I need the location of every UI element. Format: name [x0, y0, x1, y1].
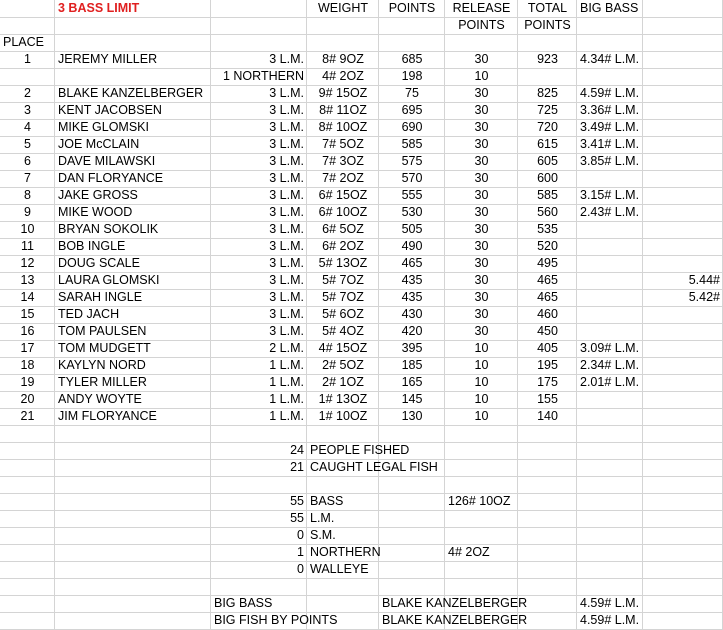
cell-release[interactable]: 10: [474, 375, 489, 389]
cell-place[interactable]: [3, 68, 52, 85]
cell-count[interactable]: 3 L.M.: [269, 324, 304, 338]
cell-count[interactable]: 3 L.M.: [269, 103, 304, 117]
header-weight[interactable]: WEIGHT: [318, 1, 368, 15]
cell-weight[interactable]: 7# 2OZ: [322, 171, 364, 185]
summary-label[interactable]: PEOPLE FISHED: [310, 443, 410, 457]
cell-release[interactable]: 10: [474, 409, 489, 423]
cell-weight[interactable]: 5# 13OZ: [318, 256, 368, 270]
grid-column-line: [54, 0, 55, 630]
cell-total[interactable]: 923: [537, 52, 558, 66]
cell-place[interactable]: 12: [20, 256, 35, 270]
cell-weight[interactable]: 8# 11OZ: [319, 103, 367, 117]
summary-value[interactable]: [448, 510, 574, 527]
cell-big-bass[interactable]: 3.15# L.M.: [580, 188, 640, 202]
award-name[interactable]: BLAKE KANZELBERGER: [382, 596, 528, 610]
cell-extra[interactable]: [646, 187, 720, 204]
cell-weight[interactable]: 7# 3OZ: [322, 154, 364, 168]
cell-place[interactable]: 4: [24, 120, 31, 134]
cell-points[interactable]: 695: [401, 103, 423, 117]
cell-total[interactable]: 600: [537, 171, 558, 185]
cell-total[interactable]: 495: [537, 256, 558, 270]
cell-extra[interactable]: [646, 119, 720, 136]
cell-extra[interactable]: [646, 170, 720, 187]
summary-value[interactable]: 126# 10OZ: [448, 494, 511, 508]
cell-name[interactable]: BOB INGLE: [58, 239, 126, 253]
cell-total[interactable]: 535: [537, 222, 558, 236]
cell-count[interactable]: 3 L.M.: [269, 52, 304, 66]
cell-weight[interactable]: 6# 10OZ: [318, 205, 368, 219]
cell-release[interactable]: 30: [474, 103, 489, 117]
cell-extra[interactable]: [646, 68, 720, 85]
grid-row-line: [0, 34, 723, 35]
cell-count[interactable]: 1 NORTHERN: [222, 69, 304, 83]
cell-name[interactable]: LAURA GLOMSKI: [58, 273, 160, 287]
cell-weight[interactable]: 5# 4OZ: [322, 324, 364, 338]
cell-points[interactable]: 130: [401, 409, 423, 423]
cell-big-bass[interactable]: [580, 170, 640, 187]
grid-column-line: [306, 0, 307, 630]
cell-big-bass[interactable]: [580, 306, 640, 323]
summary-count[interactable]: 21: [290, 460, 304, 474]
summary-label[interactable]: L.M.: [310, 511, 335, 525]
grid-row-line: [0, 17, 723, 18]
cell-big-bass[interactable]: [580, 272, 640, 289]
cell-count[interactable]: 3 L.M.: [269, 86, 304, 100]
cell-place[interactable]: 8: [24, 188, 31, 202]
cell-name[interactable]: TOM MUDGETT: [58, 341, 151, 355]
cell-place[interactable]: 9: [24, 205, 31, 219]
award-name[interactable]: BLAKE KANZELBERGER: [382, 613, 528, 627]
cell-place[interactable]: 19: [20, 375, 35, 389]
cell-total[interactable]: 825: [537, 86, 558, 100]
summary-count[interactable]: [214, 476, 304, 493]
cell-weight[interactable]: 1# 10OZ: [318, 409, 368, 423]
cell-release[interactable]: 30: [474, 154, 489, 168]
cell-name[interactable]: MIKE WOOD: [58, 205, 133, 219]
cell-total[interactable]: 615: [537, 137, 558, 151]
cell-extra[interactable]: [646, 408, 720, 425]
cell-total[interactable]: 725: [537, 103, 558, 117]
cell-count[interactable]: 3 L.M.: [269, 256, 304, 270]
cell-weight[interactable]: 5# 7OZ: [322, 290, 364, 304]
summary-value[interactable]: [448, 476, 574, 493]
cell-points[interactable]: 145: [401, 392, 423, 406]
header-total-points[interactable]: POINTS: [524, 18, 571, 32]
cell-name[interactable]: DAVE MILAWSKI: [58, 154, 156, 168]
cell-release[interactable]: 10: [474, 341, 489, 355]
cell-count[interactable]: 3 L.M.: [269, 307, 304, 321]
cell-place[interactable]: 21: [20, 409, 35, 423]
cell-points[interactable]: 395: [401, 341, 423, 355]
cell-name[interactable]: BRYAN SOKOLIK: [58, 222, 159, 236]
cell-name[interactable]: TED JACH: [58, 307, 120, 321]
cell-name[interactable]: SARAH INGLE: [58, 290, 143, 304]
cell-name[interactable]: JOE McCLAIN: [58, 137, 140, 151]
cell-count[interactable]: 3 L.M.: [269, 273, 304, 287]
cell-total[interactable]: 465: [537, 290, 558, 304]
cell-weight[interactable]: 5# 7OZ: [322, 273, 364, 287]
cell-release[interactable]: 30: [474, 256, 489, 270]
cell-points[interactable]: 575: [401, 154, 423, 168]
summary-count[interactable]: 1: [297, 545, 304, 559]
summary-count[interactable]: 0: [297, 528, 304, 542]
cell-place[interactable]: 17: [20, 341, 35, 355]
award-label[interactable]: BIG FISH BY POINTS: [214, 613, 338, 627]
cell-weight[interactable]: 4# 2OZ: [322, 69, 364, 83]
cell-points[interactable]: 435: [401, 273, 423, 287]
cell-extra[interactable]: [646, 102, 720, 119]
cell-release[interactable]: 30: [474, 222, 489, 236]
cell-place[interactable]: 11: [21, 239, 34, 253]
cell-extra[interactable]: [646, 306, 720, 323]
cell-place[interactable]: 14: [20, 290, 35, 304]
cell-total[interactable]: 195: [537, 358, 558, 372]
cell-weight[interactable]: 6# 15OZ: [318, 188, 368, 202]
cell-points[interactable]: 75: [405, 86, 419, 100]
cell-total[interactable]: 405: [537, 341, 558, 355]
cell-big-bass[interactable]: 3.36# L.M.: [580, 103, 640, 117]
cell-place[interactable]: 15: [20, 307, 35, 321]
cell-extra[interactable]: [646, 340, 720, 357]
cell-name[interactable]: JIM FLORYANCE: [58, 409, 157, 423]
cell-place[interactable]: 7: [24, 171, 31, 185]
cell-count[interactable]: 1 L.M.: [269, 392, 304, 406]
cell-big-bass[interactable]: 3.41# L.M.: [580, 137, 640, 151]
cell-extra[interactable]: [646, 51, 720, 68]
cell-big-bass[interactable]: 2.34# L.M.: [580, 358, 640, 372]
cell-release[interactable]: 10: [474, 392, 489, 406]
cell-points[interactable]: 530: [401, 205, 423, 219]
cell-total[interactable]: 155: [537, 392, 558, 406]
cell-points[interactable]: 585: [401, 137, 423, 151]
cell-release[interactable]: 30: [474, 239, 489, 253]
cell-extra[interactable]: [646, 255, 720, 272]
cell-weight[interactable]: 9# 15OZ: [318, 86, 368, 100]
cell-place[interactable]: 6: [24, 154, 31, 168]
summary-label[interactable]: CAUGHT LEGAL FISH: [310, 460, 438, 474]
cell-points[interactable]: 490: [401, 239, 423, 253]
grid-column-line: [210, 0, 211, 630]
cell-weight[interactable]: 1# 13OZ: [318, 392, 368, 406]
cell-extra[interactable]: [646, 204, 720, 221]
cell-big-bass[interactable]: [580, 68, 640, 85]
award-label[interactable]: BIG BASS: [214, 596, 273, 610]
summary-count[interactable]: 24: [290, 443, 304, 457]
header-place[interactable]: PLACE: [3, 35, 44, 49]
summary-label[interactable]: BASS: [310, 494, 344, 508]
summary-label[interactable]: S.M.: [310, 528, 336, 542]
cell-count[interactable]: 3 L.M.: [269, 205, 304, 219]
grid-row-line: [0, 425, 723, 426]
cell-total[interactable]: 450: [537, 324, 558, 338]
cell-name[interactable]: TYLER MILLER: [58, 375, 147, 389]
award-weight[interactable]: 4.59# L.M.: [580, 613, 640, 627]
cell-points[interactable]: 435: [401, 290, 423, 304]
cell-count[interactable]: 1 L.M.: [269, 409, 304, 423]
cell-weight[interactable]: 2# 1OZ: [322, 375, 364, 389]
cell-total[interactable]: 465: [537, 273, 558, 287]
cell-points[interactable]: 430: [401, 307, 423, 321]
cell-total[interactable]: 720: [537, 120, 558, 134]
cell-count[interactable]: 3 L.M.: [269, 154, 304, 168]
cell-weight[interactable]: 5# 6OZ: [322, 307, 364, 321]
cell-extra[interactable]: [646, 153, 720, 170]
cell-release[interactable]: 10: [474, 358, 489, 372]
cell-total[interactable]: 560: [537, 205, 558, 219]
cell-weight[interactable]: 4# 15OZ: [318, 341, 368, 355]
cell-name[interactable]: KAYLYN NORD: [58, 358, 146, 372]
cell-name[interactable]: BLAKE KANZELBERGER: [58, 86, 204, 100]
summary-count[interactable]: 55: [290, 511, 304, 525]
cell-points[interactable]: 685: [401, 52, 423, 66]
cell-weight[interactable]: 7# 5OZ: [322, 137, 364, 151]
cell-big-bass[interactable]: [580, 408, 640, 425]
cell-place[interactable]: 20: [20, 392, 35, 406]
cell-weight[interactable]: 6# 2OZ: [322, 239, 364, 253]
cell-big-bass[interactable]: 3.85# L.M.: [580, 154, 640, 168]
cell-count[interactable]: 3 L.M.: [269, 239, 304, 253]
cell-name[interactable]: TOM PAULSEN: [58, 324, 147, 338]
header-points[interactable]: POINTS: [388, 1, 436, 15]
header-total[interactable]: TOTAL: [527, 1, 568, 15]
cell-big-bass[interactable]: 2.01# L.M.: [580, 375, 640, 389]
cell-total[interactable]: 175: [537, 375, 558, 389]
cell-extra[interactable]: [646, 374, 720, 391]
grid-row-line: [0, 578, 723, 579]
cell-place[interactable]: 1: [24, 52, 31, 66]
cell-total[interactable]: 605: [537, 154, 558, 168]
cell-name[interactable]: DOUG SCALE: [58, 256, 140, 270]
cell-total[interactable]: 460: [537, 307, 558, 321]
cell-name[interactable]: [58, 68, 208, 85]
cell-name[interactable]: MIKE GLOMSKI: [58, 120, 149, 134]
cell-name[interactable]: JEREMY MILLER: [58, 52, 158, 66]
cell-release[interactable]: 30: [474, 205, 489, 219]
cell-release[interactable]: 30: [474, 52, 489, 66]
cell-weight[interactable]: 2# 5OZ: [322, 358, 364, 372]
cell-release[interactable]: 30: [474, 137, 489, 151]
cell-release[interactable]: 30: [474, 120, 489, 134]
header-release[interactable]: RELEASE: [452, 1, 511, 15]
cell-weight[interactable]: 6# 5OZ: [322, 222, 364, 236]
cell-big-bass[interactable]: 4.59# L.M.: [580, 86, 640, 100]
cell-release[interactable]: 30: [474, 171, 489, 185]
cell-points[interactable]: 185: [401, 358, 423, 372]
cell-release[interactable]: 30: [474, 324, 489, 338]
cell-extra[interactable]: [646, 238, 720, 255]
cell-count[interactable]: 3 L.M.: [269, 171, 304, 185]
cell-weight[interactable]: 8# 10OZ: [318, 120, 368, 134]
cell-points[interactable]: 505: [401, 222, 423, 236]
award-weight[interactable]: 4.59# L.M.: [580, 596, 640, 610]
grid-column-line: [576, 0, 577, 630]
summary-value[interactable]: [448, 459, 574, 476]
summary-label[interactable]: NORTHERN: [310, 545, 381, 559]
cell-total[interactable]: 585: [537, 188, 558, 202]
cell-release[interactable]: 30: [474, 273, 489, 287]
summary-value[interactable]: [448, 442, 574, 459]
cell-place[interactable]: 16: [20, 324, 35, 338]
cell-extra[interactable]: 5.44#: [688, 273, 720, 287]
cell-extra[interactable]: [646, 136, 720, 153]
cell-weight[interactable]: 8# 9OZ: [322, 52, 364, 66]
cell-extra[interactable]: [646, 357, 720, 374]
summary-label[interactable]: WALLEYE: [310, 562, 369, 576]
cell-extra[interactable]: [646, 85, 720, 102]
header-big-bass[interactable]: BIG BASS: [580, 1, 639, 15]
cell-big-bass[interactable]: [580, 391, 640, 408]
cell-place[interactable]: 10: [20, 222, 35, 236]
cell-name[interactable]: JAKE GROSS: [58, 188, 138, 202]
summary-count[interactable]: 0: [297, 562, 304, 576]
cell-count[interactable]: 3 L.M.: [269, 137, 304, 151]
cell-big-bass[interactable]: 2.43# L.M.: [580, 205, 640, 219]
cell-big-bass[interactable]: 3.49# L.M.: [580, 120, 640, 134]
summary-value[interactable]: 4# 2OZ: [448, 545, 490, 559]
cell-big-bass[interactable]: [580, 289, 640, 306]
cell-count[interactable]: 3 L.M.: [269, 188, 304, 202]
summary-count[interactable]: 55: [290, 494, 304, 508]
cell-extra[interactable]: [646, 323, 720, 340]
cell-release[interactable]: 30: [474, 307, 489, 321]
header-release-points[interactable]: POINTS: [458, 18, 505, 32]
cell-total[interactable]: [521, 68, 574, 85]
summary-value[interactable]: [448, 527, 574, 544]
summary-value[interactable]: [448, 561, 574, 578]
cell-big-bass[interactable]: 4.34# L.M.: [580, 52, 640, 66]
cell-name[interactable]: KENT JACOBSEN: [58, 103, 162, 117]
cell-big-bass[interactable]: [580, 255, 640, 272]
cell-big-bass[interactable]: [580, 221, 640, 238]
cell-release[interactable]: 10: [474, 69, 489, 83]
cell-release[interactable]: 30: [474, 86, 489, 100]
cell-name[interactable]: DAN FLORYANCE: [58, 171, 164, 185]
cell-name[interactable]: ANDY WOYTE: [58, 392, 142, 406]
sheet-title[interactable]: 3 BASS LIMIT: [58, 1, 140, 15]
cell-release[interactable]: 30: [474, 188, 489, 202]
cell-points[interactable]: 690: [401, 120, 423, 134]
cell-place[interactable]: 2: [24, 86, 31, 100]
cell-points[interactable]: 570: [401, 171, 423, 185]
cell-count[interactable]: 3 L.M.: [269, 222, 304, 236]
cell-count[interactable]: 3 L.M.: [269, 290, 304, 304]
cell-extra[interactable]: [646, 221, 720, 238]
cell-place[interactable]: 5: [24, 137, 31, 151]
cell-big-bass[interactable]: 3.09# L.M.: [580, 341, 640, 355]
cell-points[interactable]: 465: [401, 256, 423, 270]
grid-column-line: [642, 0, 643, 630]
summary-label[interactable]: [310, 476, 442, 493]
cell-big-bass[interactable]: [580, 238, 640, 255]
cell-total[interactable]: 140: [537, 409, 558, 423]
cell-count[interactable]: 2 L.M.: [269, 341, 304, 355]
cell-extra[interactable]: 5.42#: [688, 290, 720, 304]
cell-release[interactable]: 30: [474, 290, 489, 304]
cell-points[interactable]: 555: [401, 188, 423, 202]
cell-count[interactable]: 3 L.M.: [269, 120, 304, 134]
cell-points[interactable]: 198: [401, 69, 423, 83]
cell-points[interactable]: 165: [401, 375, 423, 389]
cell-place[interactable]: 18: [20, 358, 35, 372]
cell-place[interactable]: 3: [24, 103, 31, 117]
cell-count[interactable]: 1 L.M.: [269, 375, 304, 389]
cell-big-bass[interactable]: [580, 323, 640, 340]
cell-place[interactable]: 13: [20, 273, 35, 287]
cell-extra[interactable]: [646, 391, 720, 408]
grid-column-line: [444, 0, 445, 630]
cell-total[interactable]: 520: [537, 239, 558, 253]
cell-count[interactable]: 1 L.M.: [269, 358, 304, 372]
cell-points[interactable]: 420: [401, 324, 423, 338]
